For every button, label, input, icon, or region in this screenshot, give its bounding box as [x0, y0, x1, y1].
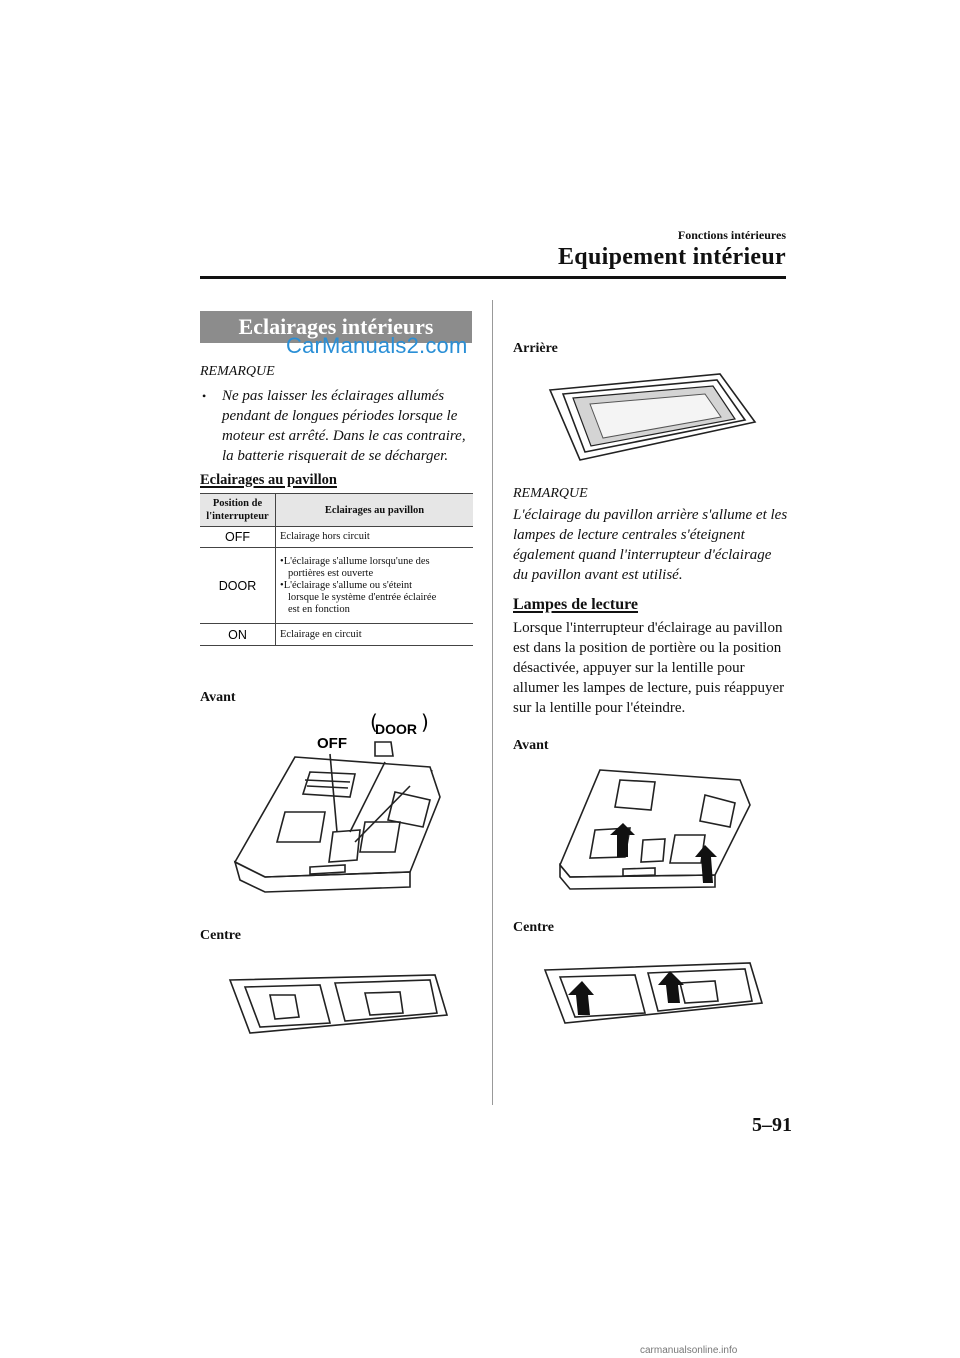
caption-avant-left: Avant [200, 690, 236, 705]
note1-bullet: • Ne pas laisser les éclairages allumés pendant de longues périodes lorsque le moteur est arrêté. Dans le cas contraire, la batterie risquerait de se décharger. [200, 386, 480, 466]
paren-open: ( [370, 712, 378, 734]
page-number: 5–91 [752, 1114, 792, 1136]
label-door: DOOR [375, 721, 417, 737]
table-header-position: Position de l'interrupteur [200, 494, 276, 527]
switch-position-table [200, 493, 473, 646]
front-reading-lamp-illustration [555, 765, 755, 895]
note1-title: REMARQUE [200, 364, 275, 379]
door-icon [375, 742, 393, 756]
lecture-heading: Lampes de lecture [513, 596, 639, 613]
note2-title: REMARQUE [513, 486, 588, 501]
position-door-label: DOOR [200, 548, 276, 624]
rear-lamp-illustration [545, 372, 760, 467]
column-divider [492, 300, 493, 1105]
front-console-illustration [225, 712, 455, 912]
paren-close: ) [421, 712, 429, 734]
watermark-logo: CarManuals2.com [286, 333, 468, 358]
table-cell: •L'éclairage s'allume lorsqu'une des portières est ouverte •L'éclairage s'allume ou s'éteint lorsque le système d'entrée éclairée est en fonction [276, 548, 474, 624]
table-bullet: • [280, 555, 284, 567]
header-section: Fonctions intérieures [677, 228, 786, 242]
lecture-text: Lorsque l'interrupteur d'éclairage au pavillon est dans la position de portière ou la position désactivée, appuyer sur la lentille pour allumer les lampes de lecture, puis réappuyer sur la lentille pour l'éteindre. [513, 620, 785, 716]
position-off-label: OFF [200, 527, 276, 548]
caption-centre-right: Centre [513, 920, 554, 935]
table-row [200, 624, 473, 646]
position-on-label: ON [200, 624, 276, 646]
table-row [200, 527, 473, 548]
note2-text: L'éclairage du pavillon arrière s'allume et les lampes de lecture centrales s'éteignent également quand l'interrupteur d'éclairage du pavillon avant est utilisé. [513, 507, 788, 583]
table-cell: Eclairage hors circuit [276, 527, 474, 548]
centre-lamp-illustration [225, 965, 455, 1040]
caption-arriere: Arrière [513, 341, 558, 356]
table-cell: Eclairage en circuit [276, 624, 474, 646]
table-row [200, 548, 473, 624]
label-off: OFF [317, 735, 347, 752]
pavillon-heading: Eclairages au pavillon [200, 472, 337, 488]
header-title: Equipement intérieur [558, 244, 786, 270]
table-header-row [200, 494, 473, 527]
section-banner: Eclairages intérieurs [200, 311, 472, 343]
caption-avant-right: Avant [513, 738, 549, 753]
centre-reading-lamp-illustration [540, 955, 765, 1030]
header-rule [200, 276, 786, 279]
caption-centre-left: Centre [200, 928, 241, 943]
table-header-lighting: Eclairages au pavillon [276, 494, 474, 527]
note1-list [200, 386, 480, 466]
footer-watermark: carmanualsonline.info [640, 1345, 738, 1356]
table-bullet: • [280, 579, 284, 591]
